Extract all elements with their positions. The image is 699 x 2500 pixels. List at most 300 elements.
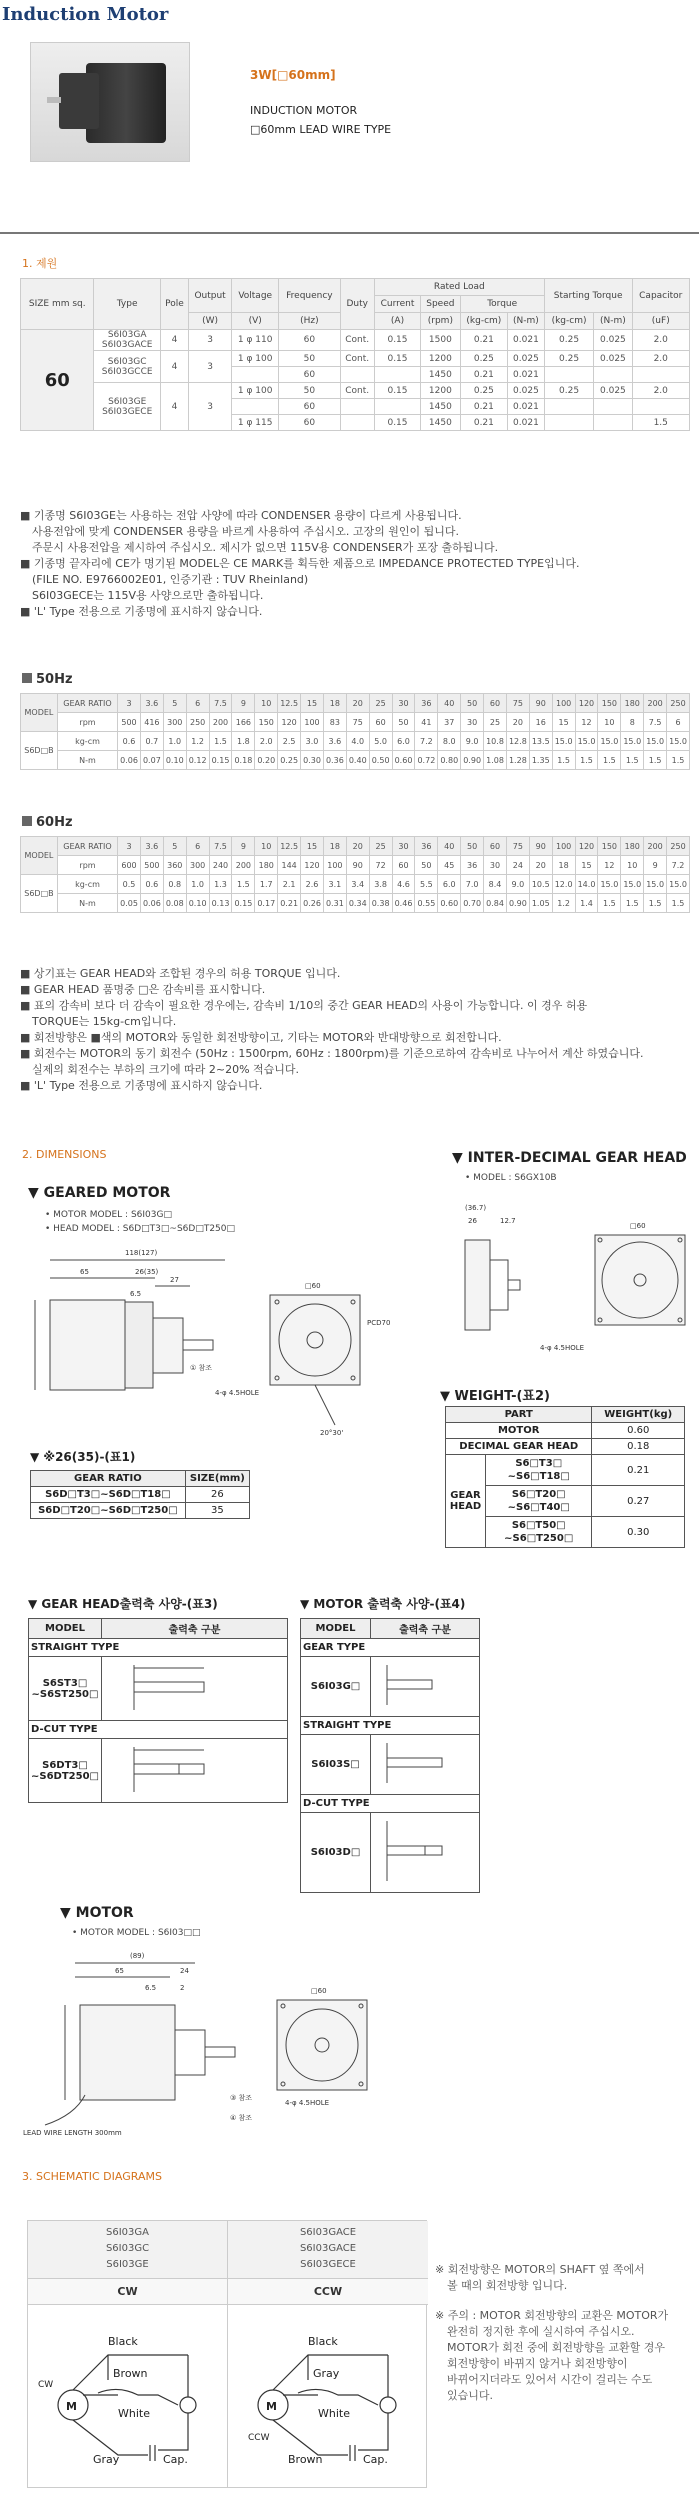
kg-cell: 15.0	[621, 875, 644, 894]
kg-cell: 15.0	[575, 732, 598, 751]
schem-note-line: ※ 주의 : MOTOR 회전방향의 교환은 MOTOR가	[435, 2309, 669, 2322]
ratio-cell: 75	[506, 837, 529, 856]
rpm-cell: 500	[140, 856, 163, 875]
schem-model: S6I03GACE	[299, 2243, 357, 2254]
kg-cell: 7.2	[415, 732, 438, 751]
nm-cell: 0.72	[415, 751, 438, 770]
ratio-cell: 20	[346, 837, 369, 856]
kg-cell: 2.0	[255, 732, 278, 751]
unit-torque-kg: (kg-cm)	[460, 313, 508, 330]
nm-label: N-m	[57, 751, 117, 770]
m-dim-d: 2	[180, 1984, 185, 1992]
unit-voltage: (V)	[232, 313, 279, 330]
cell-voltage: 1 φ 115	[232, 415, 279, 431]
cell-stkg	[544, 399, 594, 415]
w-value: 0.21	[592, 1455, 685, 1486]
w-model-from: S6□T20□	[511, 1489, 566, 1500]
cell-freq: 60	[279, 399, 340, 415]
t3-straight-model: S6ST3□ ~S6ST250□	[29, 1657, 102, 1721]
cell-freq: 50	[279, 351, 340, 367]
t1-h1: GEAR RATIO	[31, 1471, 186, 1487]
unit-cap: (uF)	[632, 313, 690, 330]
cell-tnm: 0.021	[508, 399, 545, 415]
nm-cell: 0.20	[255, 751, 278, 770]
hz60-title-text: 60Hz	[36, 815, 73, 830]
ratio-cell: 12.5	[278, 837, 301, 856]
nm-cell: 1.5	[552, 751, 575, 770]
kg-cell: 15.0	[598, 875, 621, 894]
w-model-to: ~S6□T250□	[504, 1533, 574, 1544]
rpm-cell: 8	[621, 713, 644, 732]
dim-note: ① 참조	[190, 1364, 213, 1372]
w-motor: MOTOR	[446, 1423, 592, 1439]
torque-notes	[20, 966, 690, 1094]
m-dim-note2: ④ 참조	[230, 2114, 253, 2122]
note-line: ■ 회전수는 MOTOR의 동기 회전수 (50Hz : 1500rpm, 60Hz : 1800rpm)를 기준으로하여 감속비로 나누어서 계산 하였습니다.	[20, 1047, 644, 1060]
w-model	[486, 1486, 592, 1517]
rpm-cell: 36	[461, 856, 484, 875]
nm-cell: 0.21	[278, 894, 301, 913]
rpm-cell: 15	[575, 856, 598, 875]
t4-straight-model: S6I03S□	[301, 1735, 371, 1795]
weight-table	[445, 1406, 685, 1548]
rpm-cell: 7.2	[667, 856, 690, 875]
ratio-cell: 12.5	[278, 694, 301, 713]
cell-tnm: 0.025	[508, 351, 545, 367]
unit-current: (A)	[374, 313, 420, 330]
t3-straight-drawing	[101, 1657, 287, 1721]
table4-title: ▼ MOTOR 출력축 사양-(표4)	[300, 1597, 466, 1611]
nm-cell: 0.10	[163, 751, 186, 770]
kg-cell: 1.0	[163, 732, 186, 751]
nm-cell: 0.30	[301, 751, 324, 770]
ratio-cell: 20	[346, 694, 369, 713]
rpm-cell: 83	[323, 713, 346, 732]
ratio-cell: 10	[255, 837, 278, 856]
nm-cell: 0.60	[392, 751, 415, 770]
kg-cell: 15.0	[667, 875, 690, 894]
cell-stnm	[594, 399, 632, 415]
cell-tnm: 0.021	[508, 415, 545, 431]
kg-cell: 15.0	[552, 732, 575, 751]
ratio-cell: 5	[163, 694, 186, 713]
gear-head-shaft-table	[28, 1618, 288, 1803]
schem-note-line: 바뀌어지더라도 있어서 시간이 걸리는 수도	[447, 2373, 653, 2386]
rpm-label: rpm	[57, 713, 117, 732]
schem-model: S6I03GACE	[299, 2227, 357, 2238]
product-summary	[250, 68, 650, 142]
t4-gear-drawing	[371, 1657, 480, 1717]
ratio-cell: 90	[529, 694, 552, 713]
nm-cell: 0.06	[118, 751, 141, 770]
note-line: ■ GEAR HEAD 품명중 □은 감속비를 표시합니다.	[20, 983, 266, 996]
kg-cell: 1.8	[232, 732, 255, 751]
t3-dcut-model: S6DT3□ ~S6DT250□	[29, 1739, 102, 1803]
note-line: ■ 기종명 S6I03GE는 사용하는 전압 사양에 따라 CONDENSER 용량이 다르게 사용됩니다.	[20, 509, 462, 522]
t4-dcut: D-CUT TYPE	[301, 1795, 480, 1813]
cell-cap: 2.0	[632, 351, 690, 367]
rpm-cell: 120	[278, 713, 301, 732]
kg-cell: 8.4	[484, 875, 507, 894]
nm-cell: 1.08	[484, 751, 507, 770]
nm-cell: 0.84	[484, 894, 507, 913]
cw-brown: Brown	[113, 2367, 148, 2380]
unit-st-kg: (kg-cm)	[544, 313, 594, 330]
dec-dim-c: 12.7	[500, 1217, 516, 1225]
rpm-cell: 25	[484, 713, 507, 732]
schem-note-line: 회전방향이 바뀌지 않거나 회전방향이	[447, 2357, 628, 2370]
nm-cell: 0.46	[392, 894, 415, 913]
gear-ratio-table	[30, 1470, 250, 1519]
ratio-cell: 40	[438, 694, 461, 713]
cell-freq: 50	[279, 383, 340, 399]
rpm-label: rpm	[57, 856, 117, 875]
kg-cell: 12.8	[506, 732, 529, 751]
cell-voltage	[232, 367, 279, 383]
hz50-title-text: 50Hz	[36, 672, 73, 687]
cell-speed: 1450	[421, 367, 461, 383]
ratio-cell: 6	[186, 837, 209, 856]
w-dec-w: 0.18	[592, 1439, 685, 1455]
dim-holes: 4-φ 4.5HOLE	[215, 1389, 260, 1397]
rpm-cell: 24	[506, 856, 529, 875]
cell-stkg	[544, 367, 594, 383]
t4-dcut-drawing	[371, 1813, 480, 1893]
t1-size: 35	[185, 1503, 249, 1519]
rpm-cell: 20	[506, 713, 529, 732]
hz60-table	[20, 836, 690, 913]
hz60-title	[22, 815, 73, 830]
dim-c: 27	[170, 1276, 179, 1284]
kg-cell: 1.2	[186, 732, 209, 751]
cell-cap: 2.0	[632, 330, 690, 351]
th-torque: Torque	[460, 296, 544, 313]
dim-b: 26(35)	[135, 1268, 159, 1276]
ratio-cell: 200	[644, 837, 667, 856]
nm-cell: 1.4	[575, 894, 598, 913]
t4-h2: 출력축 구분	[371, 1619, 480, 1639]
note-line: TORQUE는 15kg-cm입니다.	[32, 1015, 177, 1028]
rpm-cell: 50	[392, 713, 415, 732]
kg-cell: 7.0	[461, 875, 484, 894]
schem-note-line: 완전히 정지한 후에 실시하여 주십시오.	[447, 2325, 635, 2338]
th-speed: Speed	[421, 296, 461, 313]
schem-model: S6I03GA	[106, 2227, 149, 2238]
nm-cell: 0.12	[186, 751, 209, 770]
rpm-cell: 50	[415, 856, 438, 875]
rpm-cell: 75	[346, 713, 369, 732]
cell-tkg: 0.25	[460, 351, 508, 367]
note-line: ■ 회전방향은 ■색의 MOTOR와 동일한 회전방향이고, 기타는 MOTOR와 반대방향으로 회전합니다.	[20, 1031, 502, 1044]
rpm-cell: 20	[529, 856, 552, 875]
kg-cell: 0.7	[140, 732, 163, 751]
nm-cell: 0.05	[118, 894, 141, 913]
th-size: SIZE mm sq.	[21, 279, 94, 330]
ratio-cell: 25	[369, 837, 392, 856]
ccw-black: Black	[308, 2335, 338, 2348]
hz50-table	[20, 693, 690, 770]
rpm-cell: 600	[118, 856, 141, 875]
ratio-cell: 10	[255, 694, 278, 713]
schem-note-line: MOTOR가 회전 중에 회전방향을 교환할 경우	[447, 2341, 666, 2354]
ratio-cell: 36	[415, 694, 438, 713]
ratio-cell: 18	[323, 694, 346, 713]
motor-model: • MOTOR MODEL : S6I03□□	[72, 1928, 201, 1938]
cell-voltage: 1 φ 110	[232, 330, 279, 351]
cw-models	[28, 2221, 227, 2279]
kg-cell: 10.5	[529, 875, 552, 894]
w-dec: DECIMAL GEAR HEAD	[446, 1439, 592, 1455]
note-line: 실제의 회전수는 부하의 크기에 따라 2~20% 적습니다.	[32, 1063, 300, 1076]
rpm-cell: 41	[415, 713, 438, 732]
ratio-cell: 100	[552, 837, 575, 856]
cell-current	[374, 399, 420, 415]
schem-note-line: 있습니다.	[447, 2389, 494, 2402]
ratio-label: GEAR RATIO	[57, 694, 117, 713]
cell-speed: 1450	[421, 399, 461, 415]
ccw-models	[228, 2221, 428, 2279]
ratio-cell: 60	[484, 837, 507, 856]
cell-speed: 1200	[421, 351, 461, 367]
nm-cell: 0.55	[415, 894, 438, 913]
model-name: S6D□B	[21, 875, 58, 913]
dec-dim-d: □60	[630, 1222, 646, 1230]
rpm-cell: 9	[644, 856, 667, 875]
ratio-label: GEAR RATIO	[57, 837, 117, 856]
kg-cell: 5.0	[369, 732, 392, 751]
ratio-cell: 30	[392, 837, 415, 856]
cell-current: 0.15	[374, 351, 420, 367]
nm-cell: 0.50	[369, 751, 392, 770]
ratio-cell: 180	[621, 694, 644, 713]
cell-stnm: 0.025	[594, 383, 632, 399]
rpm-cell: 18	[552, 856, 575, 875]
w-model	[486, 1455, 592, 1486]
cell-stnm	[594, 367, 632, 383]
nm-cell: 1.5	[598, 751, 621, 770]
nm-cell: 0.06	[140, 894, 163, 913]
cell-type: S6I03GA S6I03GACE	[94, 330, 160, 351]
nm-cell: 0.60	[438, 894, 461, 913]
cw-gray: Gray	[93, 2453, 120, 2466]
ratio-cell: 25	[369, 694, 392, 713]
cw-arrow-label: CW	[38, 2380, 54, 2390]
rpm-cell: 300	[186, 856, 209, 875]
t4-h1: MODEL	[301, 1619, 371, 1639]
kg-cell: 6.0	[438, 875, 461, 894]
cw-label: CW	[28, 2279, 227, 2305]
geared-motor-model: • MOTOR MODEL : S6I03G□	[45, 1210, 172, 1220]
cell-current	[374, 367, 420, 383]
w-h2: WEIGHT(kg)	[592, 1407, 685, 1423]
schem-note-line: 볼 때의 회전방향 입니다.	[447, 2279, 568, 2292]
nm-cell: 1.35	[529, 751, 552, 770]
kg-cell: 1.5	[232, 875, 255, 894]
m-dim-holes: 4-φ 4.5HOLE	[285, 2099, 330, 2107]
rpm-cell: 144	[278, 856, 301, 875]
ratio-cell: 50	[461, 837, 484, 856]
rpm-cell: 6	[667, 713, 690, 732]
cell-tkg: 0.21	[460, 330, 508, 351]
cell-pole: 4	[160, 383, 188, 431]
th-pole: Pole	[160, 279, 188, 330]
note-line: S6I03GECE는 115V용 사양으로만 출하됩니다.	[32, 589, 264, 602]
cell-stkg: 0.25	[544, 330, 594, 351]
schem-note-line: ※ 회전방향은 MOTOR의 SHAFT 옆 쪽에서	[435, 2263, 645, 2276]
unit-torque-nm: (N-m)	[508, 313, 545, 330]
dim-ang: 20°30'	[320, 1429, 344, 1437]
nm-cell: 0.80	[438, 751, 461, 770]
nm-cell: 0.31	[323, 894, 346, 913]
table1-title: ▼ ※26(35)-(표1)	[30, 1450, 136, 1464]
decimal-head-drawing	[440, 1190, 695, 1380]
ratio-cell: 100	[552, 694, 575, 713]
nm-cell: 1.5	[598, 894, 621, 913]
m-dim-e: □60	[311, 1987, 327, 1995]
th-frequency: Frequency	[279, 279, 340, 313]
cell-tnm: 0.025	[508, 383, 545, 399]
w-motor-w: 0.60	[592, 1423, 685, 1439]
cell-stkg	[544, 415, 594, 431]
t4-straight: STRAIGHT TYPE	[301, 1717, 480, 1735]
m-dim-a: 65	[115, 1967, 124, 1975]
rpm-cell: 500	[118, 713, 141, 732]
schem-model: S6I03GECE	[300, 2259, 356, 2270]
ratio-cell: 60	[484, 694, 507, 713]
power-rating: 3W[□60mm]	[250, 68, 336, 82]
rpm-cell: 30	[461, 713, 484, 732]
rpm-cell: 300	[163, 713, 186, 732]
m-dim-note: ③ 참조	[230, 2094, 253, 2102]
nm-cell: 1.5	[621, 751, 644, 770]
schematic-ccw	[228, 2221, 428, 2487]
rpm-cell: 60	[369, 713, 392, 732]
cell-voltage: 1 φ 100	[232, 383, 279, 399]
product-photo	[30, 42, 190, 162]
nm-cell: 0.08	[163, 894, 186, 913]
cell-current: 0.15	[374, 330, 420, 351]
m-dim-b: 24	[180, 1967, 189, 1975]
cw-wiring	[28, 2305, 228, 2485]
ccw-wiring	[228, 2305, 428, 2485]
nm-cell: 0.34	[346, 894, 369, 913]
kg-cell: 15.0	[644, 875, 667, 894]
t4-straight-drawing	[371, 1735, 480, 1795]
w-model-to: ~S6□T18□	[507, 1471, 570, 1482]
rpm-cell: 200	[232, 856, 255, 875]
kg-cell: 0.5	[118, 875, 141, 894]
kg-cell: 15.0	[598, 732, 621, 751]
rpm-cell: 166	[232, 713, 255, 732]
rpm-cell: 72	[369, 856, 392, 875]
kgcm-label: kg-cm	[57, 875, 117, 894]
spec-table	[20, 278, 690, 431]
th-starting-torque: Starting Torque	[544, 279, 632, 313]
cell-duty: Cont.	[340, 330, 374, 351]
kg-cell: 2.1	[278, 875, 301, 894]
ccw-brown: Brown	[288, 2453, 323, 2466]
cell-stnm: 0.025	[594, 351, 632, 367]
cw-white: White	[118, 2407, 150, 2420]
t3-h2: 출력축 구분	[101, 1619, 287, 1639]
w-value: 0.27	[592, 1486, 685, 1517]
cell-speed: 1500	[421, 330, 461, 351]
ratio-cell: 15	[301, 694, 324, 713]
schem-model: S6I03GC	[105, 2243, 150, 2254]
schematic-notes	[435, 2262, 695, 2404]
ratio-cell: 75	[506, 694, 529, 713]
nm-cell: 0.15	[209, 751, 232, 770]
w-model-from: S6□T50□	[511, 1520, 566, 1531]
kg-cell: 0.8	[163, 875, 186, 894]
cell-current: 0.15	[374, 383, 420, 399]
cell-duty: Cont.	[340, 351, 374, 367]
note-line: (FILE NO. E9766002E01, 인증기관 : TUV Rheinland)	[32, 573, 309, 586]
t1-size: 26	[185, 1487, 249, 1503]
product-line-2: □60mm LEAD WIRE TYPE	[250, 123, 392, 136]
rpm-cell: 15	[552, 713, 575, 732]
hz50-title	[22, 672, 73, 687]
ratio-cell: 3	[118, 837, 141, 856]
kg-cell: 3.6	[323, 732, 346, 751]
cell-type: S6I03GE S6I03GECE	[94, 383, 160, 431]
th-output: Output	[189, 279, 232, 313]
product-line-1: INDUCTION MOTOR	[250, 104, 358, 117]
th-type: Type	[94, 279, 160, 330]
nm-cell: 0.13	[209, 894, 232, 913]
cw-m: M	[66, 2400, 77, 2413]
cell-tkg: 0.21	[460, 367, 508, 383]
cell-cap	[632, 399, 690, 415]
cell-pole: 4	[160, 351, 188, 383]
cell-current: 0.15	[374, 415, 420, 431]
cell-cap: 1.5	[632, 415, 690, 431]
cell-speed: 1200	[421, 383, 461, 399]
rpm-cell: 90	[346, 856, 369, 875]
cell-tnm: 0.021	[508, 330, 545, 351]
note-line: 사용전압에 맞게 CONDENSER 용량을 바르게 사용하여 주십시오. 고장의 원인이 됩니다.	[32, 525, 460, 538]
nm-label: N-m	[57, 894, 117, 913]
ratio-cell: 50	[461, 694, 484, 713]
motor-title: ▼ MOTOR	[60, 1905, 134, 1921]
w-model-from: S6□T3□	[515, 1458, 563, 1469]
nm-cell: 1.5	[644, 751, 667, 770]
kg-cell: 15.0	[667, 732, 690, 751]
dec-dim-b: 26	[468, 1217, 477, 1225]
t3-h1: MODEL	[29, 1619, 102, 1639]
nm-cell: 0.26	[301, 894, 324, 913]
cell-pole: 4	[160, 330, 188, 351]
rpm-cell: 250	[186, 713, 209, 732]
ratio-cell: 9	[232, 694, 255, 713]
ratio-cell: 3.6	[140, 837, 163, 856]
rpm-cell: 16	[529, 713, 552, 732]
ccw-arrow-label: CCW	[248, 2433, 270, 2443]
dim-a: 65	[80, 1268, 89, 1276]
nm-cell: 0.90	[461, 751, 484, 770]
cell-cap	[632, 367, 690, 383]
cell-voltage	[232, 399, 279, 415]
rpm-cell: 120	[301, 856, 324, 875]
kg-cell: 1.0	[186, 875, 209, 894]
ccw-label: CCW	[228, 2279, 428, 2305]
nm-cell: 0.07	[140, 751, 163, 770]
t3-straight: STRAIGHT TYPE	[29, 1639, 288, 1657]
t3-dcut-drawing	[101, 1739, 287, 1803]
nm-cell: 0.70	[461, 894, 484, 913]
cell-duty	[340, 415, 374, 431]
schematic-diagram	[27, 2220, 427, 2488]
